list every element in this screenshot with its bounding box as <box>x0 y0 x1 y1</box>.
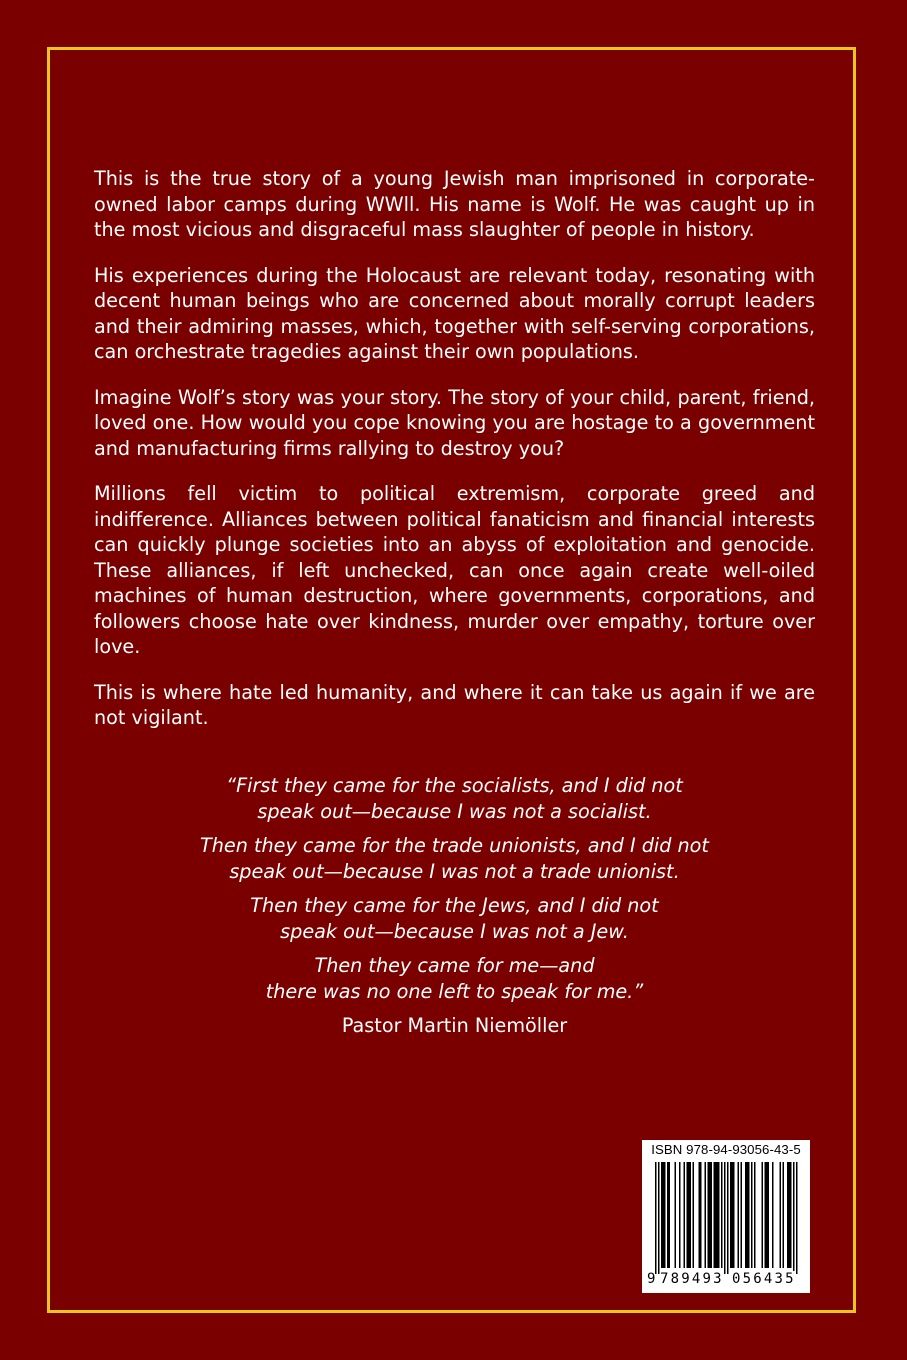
quote-author: Pastor Martin Niemöller <box>341 1014 568 1037</box>
quote-line: there was no one left to speak for me.” <box>265 979 644 1003</box>
barcode-bar <box>721 1162 723 1268</box>
barcode-bar <box>715 1162 717 1268</box>
blurb-paragraph-2: His experiences during the Holocaust are relevant today, resonating with decent human beings who are concerned about morally corrupt leaders and their admiring masses, which, together with self-serving corporations, can orchestrate tragedies against their own populations. <box>94 263 815 363</box>
barcode-bar <box>787 1162 789 1268</box>
barcode-bar <box>741 1162 743 1268</box>
blurb <box>94 166 815 751</box>
barcode-bar <box>780 1162 782 1268</box>
barcode-bar <box>793 1162 795 1274</box>
quote-line: “First they came for the socialists, and I did not <box>226 774 683 797</box>
barcode-bar <box>766 1162 768 1268</box>
barcode-bar <box>663 1162 665 1268</box>
barcode-bar <box>669 1162 671 1268</box>
niemoller-quote <box>94 773 815 1039</box>
barcode-bar <box>783 1162 785 1268</box>
barcode-bar <box>738 1162 740 1268</box>
blurb-paragraph-3: Imagine Wolf’s story was your story. The story of your child, parent, friend, loved one. How would you cope knowing you are hostage to a government and manufacturing firms rallying to destroy you? <box>94 385 815 460</box>
barcode-bar <box>790 1162 792 1268</box>
blurb-paragraph-5: This is where hate led humanity, and where it can take us again if we are not vigilant. <box>94 680 815 729</box>
barcode-bar <box>690 1162 692 1268</box>
barcode-bar <box>768 1162 770 1268</box>
barcode-bar <box>711 1162 713 1268</box>
barcode-bar <box>745 1162 747 1268</box>
barcode-bar <box>714 1162 716 1268</box>
barcode-bar <box>655 1162 657 1274</box>
quote-line: Then they came for me—and <box>314 954 595 977</box>
barcode-bar <box>717 1162 719 1268</box>
barcode-bar <box>675 1162 677 1268</box>
quote-stanza-2 <box>94 833 815 884</box>
barcode-bar <box>796 1162 798 1274</box>
barcode-bar <box>718 1162 720 1268</box>
barcode-bar <box>727 1162 729 1274</box>
barcode-bar <box>754 1162 756 1268</box>
quote-stanza-4 <box>94 953 815 1004</box>
barcode-bar <box>751 1162 753 1268</box>
barcode-bar <box>789 1162 791 1268</box>
barcode-bar <box>699 1162 701 1268</box>
quote-line: speak out—because I was not a trade unionist. <box>229 859 680 883</box>
barcode-bar <box>708 1162 710 1268</box>
isbn-label: ISBN 978-94-93056-43-5 <box>651 1142 801 1157</box>
barcode-bar <box>709 1162 711 1268</box>
barcode-bar <box>765 1162 767 1268</box>
barcode-bar <box>730 1162 732 1268</box>
isbn-barcode-box <box>642 1140 810 1293</box>
barcode-bar <box>664 1162 666 1268</box>
barcode-bar <box>747 1162 749 1268</box>
barcode-bar <box>688 1162 690 1268</box>
blurb-paragraph-4: Millions fell victim to political extremism, corporate greed and indifference. Alliances between political fanaticism and financial interests can quickly plunge societies into an abyss of exploitation and genocide. These alliances, if left unchecked, can once again create well-oiled machines of human destruction, where governments, corporations, and followers choose hate over kindness, murder over empathy, torture over love. <box>94 482 815 658</box>
barcode-bar <box>693 1162 695 1268</box>
barcode-icon <box>642 1162 810 1274</box>
quote-line: Then they came for the trade unionists, and I did not <box>200 834 709 857</box>
barcode-bar <box>684 1162 686 1268</box>
quote-line: speak out—because I was not a Jew. <box>280 919 629 943</box>
quote-line: speak out—because I was not a socialist. <box>257 799 652 823</box>
barcode-bar <box>661 1162 663 1268</box>
barcode-digits-right: 056435 <box>732 1271 796 1287</box>
barcode-bar <box>700 1162 702 1268</box>
barcode-bar <box>772 1162 774 1268</box>
barcode-bar <box>658 1162 660 1274</box>
barcode-bar <box>748 1162 750 1268</box>
barcode-bar <box>732 1162 734 1268</box>
quote-stanza-3 <box>94 893 815 944</box>
barcode-digit-prefix: 9 <box>647 1271 656 1287</box>
quote-stanza-1 <box>94 773 815 824</box>
barcode-bar <box>762 1162 764 1268</box>
barcode-bar <box>687 1162 689 1268</box>
quote-line: Then they came for the Jews, and I did not <box>250 894 659 917</box>
barcode-bar <box>667 1162 669 1268</box>
barcode-bar <box>679 1162 681 1268</box>
barcode-bar <box>733 1162 735 1268</box>
barcode-bar <box>705 1162 707 1268</box>
blurb-paragraph-1: This is the true story of a young Jewish man imprisoned in corporate-owned labor camps during WWll. His name is Wolf. He was caught up in the most vicious and disgraceful mass slaughter of people in history. <box>94 167 815 241</box>
barcode-digits-left: 789493 <box>660 1271 724 1287</box>
barcode-bar <box>724 1162 726 1274</box>
